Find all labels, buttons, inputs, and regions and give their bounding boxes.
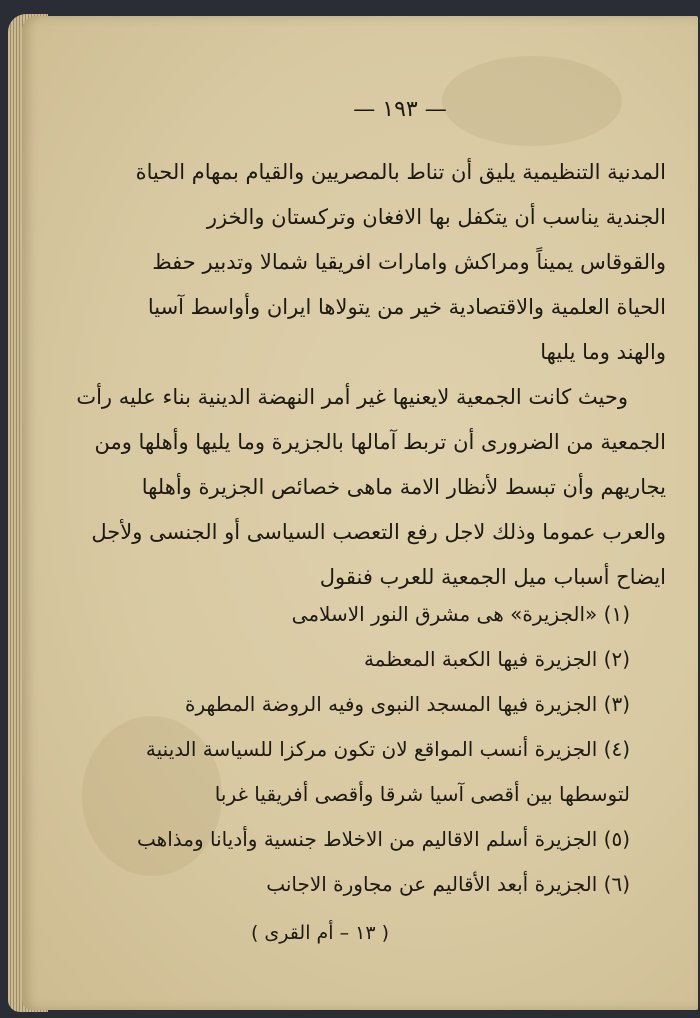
signature-mark: ( ١٣ – أم القرى ) bbox=[250, 922, 390, 944]
list-item: (٢) الجزيرة فيها الكعبة المعظمة bbox=[363, 647, 630, 671]
text-line: يجاريهم وأن تبسط لأنظار الامة ماهى خصائص الجزيرة وأهلها bbox=[141, 475, 666, 499]
text-line: ايضاح أسباب ميل الجمعية للعرب فنقول bbox=[319, 565, 666, 589]
list-item: (٦) الجزيرة أبعد الأقاليم عن مجاورة الاجانب bbox=[266, 872, 630, 896]
text-line: والقوقاس يميناً ومراكش وامارات افريقيا شمالا وتدبير حفظ bbox=[152, 250, 666, 274]
text-line: وحيث كانت الجمعية لايعنيها غير أمر النهضة الدينية بناء عليه رأت bbox=[76, 385, 628, 409]
numbered-list bbox=[137, 592, 630, 907]
list-item: (٣) الجزيرة فيها المسجد النبوى وفيه الروضة المطهرة bbox=[185, 692, 630, 716]
list-item: (٤) الجزيرة أنسب المواقع لان تكون مركزا للسياسة الدينية bbox=[145, 737, 630, 761]
text-line: الحياة العلمية والاقتصادية خير من يتولاها ايران وأواسط آسيا bbox=[147, 295, 666, 319]
text-line: الجمعية من الضرورى أن تربط آمالها بالجزيرة وما يليها وأهلها ومن bbox=[94, 430, 666, 454]
list-item-continuation: لتوسطها بين أقصى آسيا شرقا وأقصى أفريقيا غربا bbox=[214, 782, 630, 806]
text-line: المدنية التنظيمية يليق أن تناط بالمصريين والقيام بمهام الحياة bbox=[135, 160, 666, 184]
text-line: الجندية يناسب أن يتكفل بها الافغان وتركستان والخزر bbox=[206, 205, 666, 229]
paper-stain bbox=[442, 56, 622, 146]
text-line: والهند وما يليها bbox=[540, 340, 666, 364]
list-item: (٥) الجزيرة أسلم الاقاليم من الاخلاط جنسية وأديانا ومذاهب bbox=[137, 827, 630, 851]
list-item: (١) «الجزيرة» هى مشرق النور الاسلامى bbox=[291, 602, 630, 626]
body-text bbox=[76, 150, 670, 600]
page-number: — ١٩٣ — bbox=[353, 97, 447, 122]
text-line: والعرب عموما وذلك لاجل رفع التعصب السياسى أو الجنسى ولأجل bbox=[91, 520, 666, 544]
